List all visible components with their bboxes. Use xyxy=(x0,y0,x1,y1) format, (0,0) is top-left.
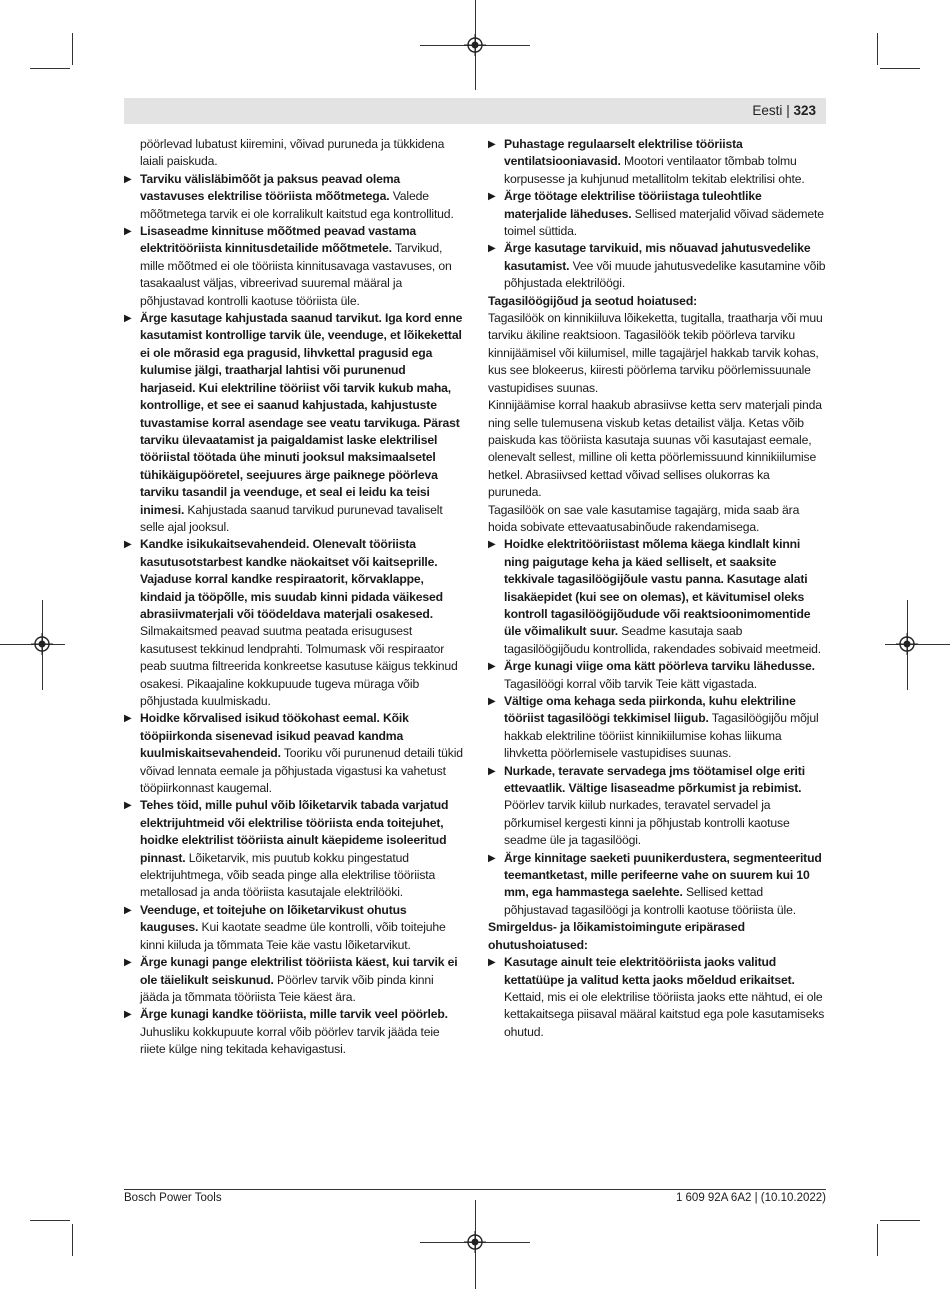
warning-item xyxy=(124,310,464,536)
warning-item xyxy=(488,763,826,850)
crop-mark xyxy=(72,1224,73,1256)
warning-explanation-text: Kettaid, mis ei ole elektrilise tööriista jaoks ette nähtud, ei ole kettakaitsega piisaval määral kaitstud ega pole kasutamiseks ohutud. xyxy=(504,989,825,1039)
warning-bold-text: Kandke isikukaitsevahendeid. Olenevalt tööriista kasutusotstarbest kandke näokaitset või kaitseprille. Vajaduse korral kandke respiraatorit, kõrvaklappe, kindaid ja tööpõlle, mis suudab kinni pidada väikesed abrasiivmaterjali või töödeldava materjali osakesed. xyxy=(140,537,443,621)
right-column xyxy=(488,136,826,1041)
warning-explanation-text: Sellised materjalid võivad sädemete toimel süttida. xyxy=(504,206,824,239)
bullet-arrow-icon: ▶ xyxy=(124,1009,132,1021)
crop-mark xyxy=(30,1220,70,1221)
warning-item xyxy=(124,536,464,710)
warning-item xyxy=(124,171,464,223)
warning-explanation-text: Pöörlev tarvik kiilub nurkades, teravatel servadel ja põrkumisel kergesti kinni ja põhjustab kontrolli kaotuse seadme üle ja tagasilöögi. xyxy=(504,798,790,848)
warning-bold-text: Ärge kunagi pange elektrilist tööriista käest, kui tarvik ei ole täielikult seiskunud. xyxy=(140,955,458,987)
body-paragraph: Tagasilöök on sae vale kasutamise tagajärg, mida saab ära hoida sobivate ettevaatusabinõude rakendamisega. xyxy=(488,502,800,534)
body-paragraph: Tagasilöök on kinnikiiluva lõikeketta, tugitalla, traatharja või muu tarviku äkiline reaktsioon. Tagasilöök tekib pöörleva tarviku kinnijäämisel või kiilumisel, mille tagajärjel hakkab tarvik kohas, kus see blokeerus, kiiresti pöörlema tarviku pöörlemissuunale vastupidises suunas. xyxy=(488,311,823,395)
bullet-arrow-icon: ▶ xyxy=(124,173,132,185)
footer-rule xyxy=(124,1189,826,1190)
continuation-text: pöörlevad lubatust kiiremini, võivad puruneda ja tükkidena laiali paiskuda. xyxy=(140,137,445,169)
bullet-arrow-icon: ▶ xyxy=(124,713,132,725)
bullet-arrow-icon: ▶ xyxy=(124,226,132,238)
crop-mark xyxy=(72,33,73,65)
warning-explanation-text: Kahjustada saanud tarvikud purunevad tavaliselt selle ajal jooksul. xyxy=(140,502,443,534)
warning-item xyxy=(124,710,464,797)
registration-mark-icon xyxy=(464,34,486,56)
bullet-arrow-icon: ▶ xyxy=(488,139,496,150)
bullet-arrow-icon: ▶ xyxy=(488,957,496,969)
bullet-arrow-icon: ▶ xyxy=(124,904,132,916)
warning-explanation-text: Seadme kasutaja saab tagasilöögijõudu kontrollida, rakendades sobivaid meetmeid. xyxy=(504,624,822,656)
warning-bold-text: Hoidke kõrvalised isikud töökohast eemal. Kõik tööpiirkonda sisenevad isikud peavad kandma kuulmiskaitsevahendeid. xyxy=(140,711,409,761)
crop-mark xyxy=(877,1224,878,1256)
warning-item xyxy=(124,902,464,954)
warning-item xyxy=(488,850,826,920)
bullet-arrow-icon: ▶ xyxy=(488,696,496,707)
warning-bold-text: Ärge kasutage tarvikuid, mis nõuavad jahutusvedelike kasutamist. xyxy=(504,241,811,273)
bullet-arrow-icon: ▶ xyxy=(124,800,132,812)
warning-explanation-text: Sellised kettad põhjustavad tagasilöögi ja kontrolli kaotuse tööriista üle. xyxy=(504,885,796,917)
warning-bold-text: Kasutage ainult teie elektritööriista jaoks valitud kettatüüpe ja valitud ketta jaoks mõeldud erikaitset. xyxy=(504,955,795,987)
warning-bold-text: Tarviku välisläbimõõt ja paksus peavad olema vastavuses elektrilise tööriista mõõtmetega. xyxy=(140,171,401,204)
warning-bold-text: Ärge kunagi kandke tööriista, mille tarvik veel pöörleb. xyxy=(140,1007,448,1022)
header-language: Eesti xyxy=(752,103,783,118)
warning-bold-text: Nurkade, teravate servadega jms töötamisel olge eriti ettevaatlik. Vältige lisaseadme põrkumist ja rebimist. xyxy=(504,763,805,796)
kickback-heading: Tagasilöögijõud ja seotud hoiatused: xyxy=(488,293,698,308)
bullet-arrow-icon: ▶ xyxy=(124,539,132,551)
header-separator: | xyxy=(786,103,790,118)
warning-item xyxy=(488,693,826,763)
right-warning-list xyxy=(488,136,826,293)
warning-item xyxy=(488,188,826,240)
bullet-arrow-icon: ▶ xyxy=(488,765,496,777)
crop-mark xyxy=(880,1220,920,1221)
left-warning-list xyxy=(124,171,464,1059)
warning-bold-text: Veenduge, et toitejuhe on lõiketarvikust ohutus kauguses. xyxy=(140,902,407,935)
grinding-heading: Smirgeldus- ja lõikamistoimingute eripärased ohutushoiatused: xyxy=(488,920,745,952)
warning-bold-text: Lisaseadme kinnituse mõõtmed peavad vastama elektritööriista kinnitusdetailide mõõtmetele. xyxy=(140,224,417,256)
warning-item xyxy=(124,223,464,310)
warning-explanation-text: Tagasilöögi korral võib tarvik Teie kätt vigastada. xyxy=(504,676,757,691)
bullet-arrow-icon: ▶ xyxy=(124,313,132,325)
warning-explanation-text: Vee või muude jahutusvedelike kasutamine võib põhjustada elektrilöögi. xyxy=(504,258,826,291)
registration-mark-icon xyxy=(464,1231,486,1253)
warning-bold-text: Vältige oma kehaga seda piirkonda, kuhu elektriline tööriist tagasilöögi tekkimisel liigub. xyxy=(504,694,796,726)
grinding-warning-list xyxy=(488,954,826,1041)
warning-item xyxy=(488,954,826,1041)
footer-doc-id: 1 609 92A 6A2 | (10.10.2022) xyxy=(675,1192,826,1204)
warning-item xyxy=(124,954,464,1006)
bullet-arrow-icon: ▶ xyxy=(488,852,496,864)
bullet-arrow-icon: ▶ xyxy=(124,957,132,969)
warning-explanation-text: Tagasilöögijõu mõjul hakkab elektriline tööriist kinnikiilumise kohas liikuma lihvketta pöörlemisele vastupidises suunas. xyxy=(504,711,819,761)
warning-bold-text: Ärge kunagi viige oma kätt pöörleva tarviku lähedusse. xyxy=(504,659,815,674)
warning-bold-text: Ärge kinnitage saeketi puunikerdustera, segmenteeritud teemantketast, mille perifeerne vahe on suurem kui 10 mm, ega hammastega saelehte. xyxy=(504,850,822,900)
registration-mark-icon xyxy=(31,633,53,655)
warning-item xyxy=(488,240,826,292)
warning-item xyxy=(124,1006,464,1058)
warning-bold-text: Ärge kasutage kahjustada saanud tarvikut. Iga kord enne kasutamist kontrollige tarvik üle, veenduge, et lõikekettal ei ole mõrasid ega pragusid, lihvkettal pragusid ega kulumise jälgi, traatharjal lahtisi või purunenud harjaseid. Kui elektriline tööriist või tarvik kukub maha, kontrollige, et see ei saanud kahjustada, kahjustuste tuvastamise korral asendage see veatu tarvikuga. Pärast tarviku ülevaatamist ja paigaldamist laske elektrilisel tööriistal töötada ühe minuti jooksul maksimaalsetel tühikäigupööretel, seejuures ärge paiknege pöörleva tarviku tasandil ja veenduge, et seal ei leidu ka teisi inimesi. xyxy=(140,311,463,517)
warning-explanation-text: Tarvikud, mille mõõtmed ei ole tööriista kinnitusavaga vastavuses, on tasakaalust väljas, vibreerivad suuremal määral ja põhjustavad kontrolli kaotuse tööriista üle. xyxy=(140,241,452,308)
warning-explanation-text: Tooriku või purunenud detaili tükid võivad lennata eemale ja põhjustada vigastusi ka vahetust tööpiirkonnast kaugemal. xyxy=(140,746,463,796)
bullet-arrow-icon: ▶ xyxy=(488,243,496,255)
crop-mark xyxy=(880,68,920,69)
page-header xyxy=(124,98,826,124)
kickback-warning-list xyxy=(488,536,826,919)
warning-explanation-text: Kui kaotate seadme üle kontrolli, võib toitejuhe kinni kiiluda ja tõmmata Teie käe vastu lõiketarvikut. xyxy=(140,920,446,952)
warning-item xyxy=(488,658,826,693)
warning-bold-text: Puhastage regulaarselt elektrilise tööriista ventilatsiooniavasid. xyxy=(504,137,743,169)
kickback-paragraphs xyxy=(488,310,826,536)
warning-explanation-text: Juhusliku kokkupuute korral võib pöörlev tarvik jääda teie riiete külge ning tekitada kehavigastusi. xyxy=(140,1024,440,1057)
warning-explanation-text: Silmakaitsmed peavad suutma peatada erisugusest kasutusest tekkinud lendprahti. Tolmumask või respiraator peab suutma filtreerida konkreetse kasutuse käigus tekkinud osakesi. Pikaajaline kokkupuude tugeva müraga võib põhjustada kuulmiskadu. xyxy=(140,624,458,708)
page-number: 323 xyxy=(793,103,816,118)
warning-explanation-text: Pöörlev tarvik võib pinda kinni jääda ja tõmmata tööriista Teie käest ära. xyxy=(140,972,434,1004)
warning-bold-text: Ärge töötage elektrilise tööriistaga tuleohtlike materjalide läheduses. xyxy=(504,189,762,221)
warning-explanation-text: Lõiketarvik, mis puutub kokku pingestatud elektrijuhtmega, võib seada pinge alla elektrilise tööriista metallosad ja anda tööriista kasutajale elektrilööki. xyxy=(140,850,436,900)
crop-mark xyxy=(30,68,70,69)
body-paragraph: Kinnijäämise korral haakub abrasiivse ketta serv materjali pinda ning selle tulemusena viskub ketas detailist välja. Ketas võib paiskuda kas tööriista kasutaja suunas või kasutajast eemale, olenevalt sellest, milline oli ketta pöörlemissuund kinnikiilumise hetkel. Abrasiivsed kettad võivad sellises olukorras ka puruneda. xyxy=(488,398,822,500)
left-column xyxy=(124,136,464,1059)
warning-bold-text: Hoidke elektritööriistast mõlema käega kindlalt kinni ning paigutage keha ja käed selliselt, et saaksite tekkivale tagasilöögijõule vastu panna. Kasutage alati lisakäepidet (kui see on olemas), et kävitumisel oleks kontroll tagasilöögijõudude või reaktsioonimomentide üle võimalikult suur. xyxy=(504,537,811,639)
warning-item xyxy=(488,136,826,188)
warning-explanation-text: Valede mõõtmetega tarvik ei ole korralikult kaitstud ega kontrollitud. xyxy=(140,189,454,221)
bullet-arrow-icon: ▶ xyxy=(488,191,496,203)
warning-explanation-text: Mootori ventilaator tõmbab tolmu korpusesse ja kuhjunud metallitolm tekitab elektrilisi ohte. xyxy=(504,154,805,186)
header-text xyxy=(752,103,816,118)
bullet-arrow-icon: ▶ xyxy=(488,661,496,673)
bullet-arrow-icon: ▶ xyxy=(488,539,496,551)
registration-mark-icon xyxy=(896,633,918,655)
crop-mark xyxy=(877,33,878,65)
footer-brand: Bosch Power Tools xyxy=(124,1192,222,1204)
warning-item xyxy=(124,797,464,901)
warning-item xyxy=(488,536,826,658)
warning-bold-text: Tehes töid, mille puhul võib lõiketarvik tabada varjatud elektrijuhtmeid või elektrilise tööriista enda toitejuhet, hoidke elektrilist tööriista ainult käepideme isoleeritud pinnast. xyxy=(140,798,449,865)
